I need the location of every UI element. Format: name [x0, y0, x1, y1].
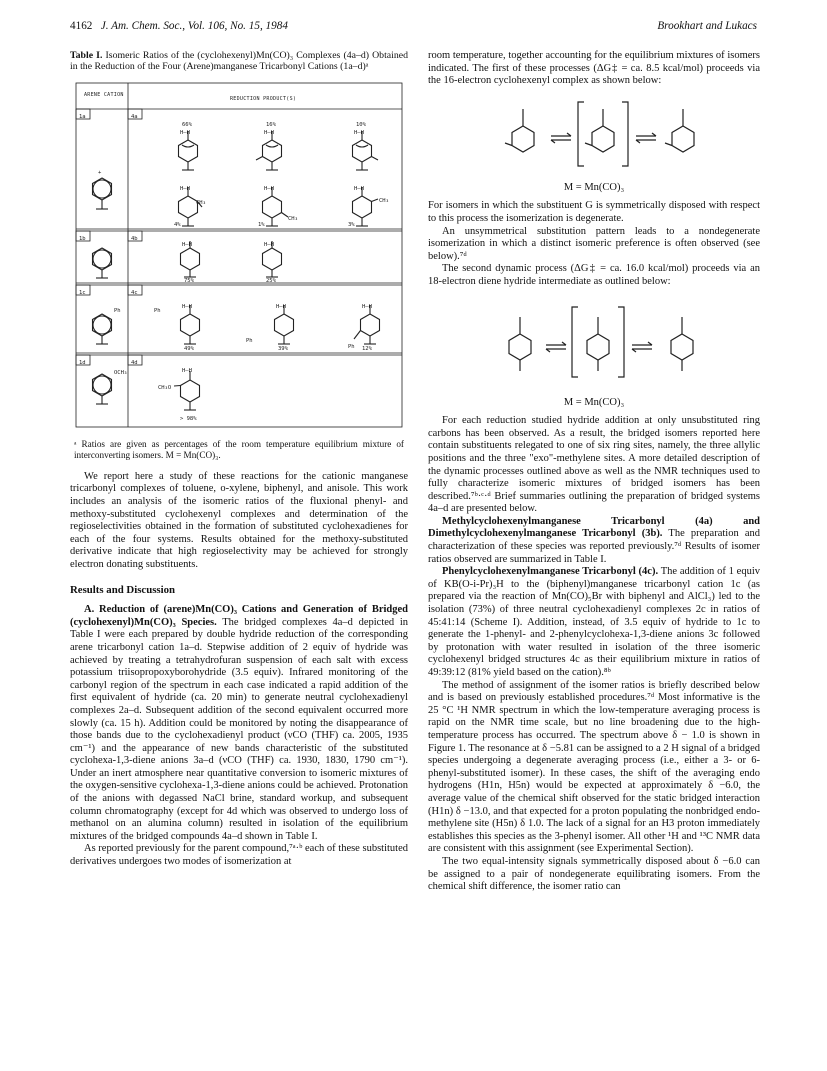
ph-4c-2: Ph	[246, 337, 253, 344]
hh-4a-5: H—H	[264, 185, 274, 192]
hh-4b-1: H—H	[182, 241, 192, 248]
hh-4a-3: H—H	[354, 129, 364, 136]
scheme-1	[428, 94, 760, 176]
right-column	[428, 50, 760, 894]
ratio-4d-1: > 98%	[180, 415, 197, 422]
table-caption-text: Isomeric Ratios of the (cyclohexenyl)Mn(CO)₃ Complexes (4a–d) Obtained in the Reduction of the Four (Arene)manganese Tricarbonyl Cations (1a–d)ᵃ	[70, 50, 409, 73]
subsection-4c-text: The addition of 1 equiv of KB(O-i-Pr)₃H to the (biphenyl)manganese tricarbonyl cation 1c (as prepared via the reaction of Mn(CO)₅Br with biphenyl and AlCl₃) led to the isolation (73%) of three neutral cyclohexadienyl complexes 2c in ratios of 45:41:14 (Scheme I). Addition, instead, of 3.5 equiv of hydride to 1c to generate the 1-phenyl- and 2-phenylcyclohexa-1,3-diene anions 3c followed by protonation with water resulted in isolation of the three isomeric cyclohexenyl bridged structures 4c as their equilibrium mixture in ratios of 49:39:12 (81% yield based on the cation).⁸ᵇ	[428, 566, 761, 678]
page-header	[70, 20, 757, 36]
right-paragraph-9: The two equal-intensity signals symmetrically disposed about δ −6.0 can be assigned to a pair of nondegenerate equilibrating isomers. From the chemical shift difference, the isomer ratio can	[428, 855, 760, 893]
ch3-4a-5: CH₃	[288, 215, 298, 222]
right-paragraph-8: The method of assignment of the isomer ratios is briefly described below and is based on previously established procedures.⁷ᵈ Most informative is the 25 °C ¹H NMR spectrum in which the low-temperature averaging process is rapid on the NMR time scale, but no line broadening due to the high-temperature process has occurred. The spectrum above δ − 1.0 is shown in Figure 1. The resonance at δ −5.81 can be assigned to a 2 H signal of a bridged species undergoing a degenerate averaging process (i.e., either a 3- or 6-phenyl-substituted isomer). In these cases, the shift of the averaging endo hydrogens (H1n, H5n) would be expected at approximately δ −6.0, the average value of the chemical shift observed for the static bridged interaction (H1n) δ −13.0, and that expected for a proton populating the nonbridged endo-methylene site (H5n) δ 1.0. The lack of a signal for an H3 proton immediately establishes this species as the 3-phenyl isomer. All other ¹H and ¹³C NMR data are consistent with this assignment (see Experimental Section).	[428, 679, 760, 855]
ratio-4c-1: 49%	[184, 345, 194, 352]
table-caption	[70, 50, 408, 73]
scheme-2	[428, 295, 760, 391]
hh-4a-4: H—H	[180, 185, 190, 192]
scheme-1-label: M = Mn(CO)₃	[563, 181, 625, 193]
cation-label-1d: 1d	[79, 359, 86, 366]
table-caption-label: Table I.	[70, 50, 103, 61]
hh-4a-6: H—H	[354, 185, 364, 192]
ratio-4a-6: 3%	[348, 221, 355, 228]
subsection-4a-text: The preparation and characterization of these species was reported previously.⁷ᵈ Results of isomer ratios observed are summarized in Table I.	[428, 528, 760, 565]
right-paragraph-2: For isomers in which the substituent G is symmetrically disposed with respect to this process the isomerization is degenerate.	[428, 200, 760, 224]
left-column	[70, 50, 408, 869]
hh-4d: H—H	[182, 367, 192, 374]
ratio-4a-2: 16%	[266, 121, 276, 128]
hh-4c-1: H—H	[182, 303, 192, 310]
hplus-1a: +	[98, 169, 102, 176]
table-footnote: ᵃ Ratios are given as percentages of the room temperature equilibrium mixture of interconverting isomers. M = Mn(CO)₃.	[74, 438, 404, 460]
scheme-2-drawing	[428, 295, 760, 391]
product-label-4a: 4a	[131, 113, 138, 120]
scheme-1-drawing	[428, 94, 760, 176]
ph-1c: Ph	[114, 307, 121, 314]
hh-4b-2: H—H	[264, 241, 274, 248]
ratio-4b-1: 75%	[184, 277, 194, 284]
section-title-results: Results and Discussion	[70, 583, 176, 596]
hh-4c-3: H—H	[362, 303, 372, 310]
table-1	[70, 79, 408, 431]
subsection-4a-title: Methylcyclohexenylmanganese Tricarbonyl (4a) and Dimethylcyclohexenylmanganese Tricarbonyl (3b).	[428, 515, 760, 540]
col-header-arene: ARENE CATION	[84, 91, 124, 98]
ratio-4a-4: 4%	[174, 221, 181, 228]
ch3-4a-4: CH₃	[196, 199, 206, 206]
product-label-4d: 4d	[131, 359, 138, 366]
right-paragraph-6	[428, 516, 760, 566]
ph-4c-1: Ph	[154, 307, 161, 314]
subsection-a-text: The bridged complexes 4a–d depicted in Table I were each prepared by double hydride reduction of the corresponding arene tricarbonyl cation 1a–d. Stepwise addition of 2 equiv of hydride was achieved by treating a tetrahydrofuran suspension of each salt with excess potassium triisopropoxyborohydride (3.5 equiv). Infrared monitoring of the carbonyl region of the spectrum in each case indicated a rapid addition of the first equivalent of hydride (ca. 20 min) to generate neutral cyclohexadienyl complexes 2a–d. Subsequent addition of the second equivalent occurred more slowly (ca. 15 h). Addition could be monitored by noting the disappearance of those bands due to the cyclohexadienyl product (νCO (THF) ca. 2005, 1935 cm⁻¹) and the appearance of new bands characteristic of the substituted cyclohexa-1,3-diene anions 3a–d (νCO (THF) ca. 1930, 1830, 1790 cm⁻¹). Under an inert atmosphere near quantitative conversion to isomeric mixtures of the oxygen-sensitive cyclohexa-1,3-diene anions could be achieved. Protonation of the anions with degassed NaCl brine, standard workup, and subsequent column chromatography (except for 4d which was observed to undergo loss of methanol on an alumina column) resulted in isolation of the equilibrium mixtures of the bridged compounds 4a–d shown in Table I.	[70, 616, 408, 842]
cation-label-1b: 1b	[79, 235, 86, 242]
right-paragraph-3: An unsymmetrical substitution pattern leads to a nondegenerate isomerization in which a distinct isomeric preference is often observed (see below).⁷ᵈ	[428, 225, 760, 262]
ratio-4c-2: 39%	[278, 345, 288, 352]
running-head-authors: Brookhart and Lukacs	[657, 20, 757, 32]
subsection-a-title: A. Reduction of (arene)Mn(CO)₃ Cations and Generation of Bridged (cyclohexenyl)Mn(CO)₃ Species.	[70, 604, 408, 628]
ratio-4a-1: 66%	[182, 121, 192, 128]
right-paragraph-7	[428, 566, 760, 679]
subsection-a-paragraph	[70, 604, 408, 843]
ch3-4a-6: CH₃	[379, 197, 389, 204]
left-last-paragraph: As reported previously for the parent compound,⁷ᵃ·ᵇ each of these substituted derivatives undergoes two modes of isomerization at	[70, 843, 408, 868]
subsection-4c-title: Phenylcyclohexenylmanganese Tricarbonyl (4c).	[442, 566, 659, 578]
hh-4a-2: H—H	[264, 129, 274, 136]
ratio-4a-3: 10%	[356, 121, 366, 128]
ratio-4b-2: 25%	[266, 277, 276, 284]
ratio-4c-3: 12%	[362, 345, 372, 352]
intro-paragraph: We report here a study of these reactions for the cationic manganese tricarbonyl complexes of toluene, o-xylene, biphenyl, and anisole. This work includes an analysis of the isomeric ratios of the fluxional phenyl- and methoxy-substituted cyclohexenyl complexes and determination of the regioselectivities obtained in the formation of substituted cyclohexadienes for each of the four systems. Results obtained for the methoxy-substituted derivative indicate that high regioselectivity may be achieved for strongly electron donating substituents.	[70, 470, 408, 570]
right-paragraph-1: room temperature, together accounting for the equilibrium mixtures of isomers indicated. The first of these processes (ΔG‡ = ca. 8.5 kcal/mol) proceeds via the 16-electron cyclohexenyl complex as shown below:	[428, 50, 760, 87]
right-paragraph-4: The second dynamic process (ΔG‡ = ca. 16.0 kcal/mol) proceeds via an 18-electron diene hydride intermediate as outlined below:	[428, 263, 760, 287]
scheme-2-label: M = Mn(CO)₃	[563, 396, 625, 408]
hh-4c-2: H—H	[276, 303, 286, 310]
product-label-4b: 4b	[131, 235, 138, 242]
journal-citation: J. Am. Chem. Soc., Vol. 106, No. 15, 1984	[100, 20, 288, 32]
cation-label-1c: 1c	[79, 289, 86, 296]
hh-4a-1: H—H	[180, 129, 190, 136]
ratio-4a-5: 1%	[258, 221, 265, 228]
ch3o-4d: CH₃O	[158, 384, 172, 391]
product-label-4c: 4c	[131, 289, 138, 296]
col-header-product: REDUCTION PRODUCT(S)	[230, 95, 297, 102]
page-number: 4162	[70, 20, 93, 32]
och3-1d: OCH₃	[114, 369, 128, 376]
cation-label-1a: 1a	[79, 113, 86, 120]
right-paragraph-5: For each reduction studied hydride addition at only unsubstituted ring carbons has been observed. As a result, the bridged isomers reported here contain substituents relegated to one of six ring sites, namely, the three allylic positions and the three "exo"-methylene sites. A more detailed description of the dynamic processes outlined above as well as the NMR techniques used to fully characterize isomeric mixtures of bridged isomers has been described.⁷ᵇ·ᶜ·ᵈ Brief summaries outlining the preparation of bridged systems 4a–d are presented below.	[428, 415, 760, 515]
running-head-left	[70, 20, 288, 36]
ph-4c-3: Ph	[348, 343, 355, 350]
